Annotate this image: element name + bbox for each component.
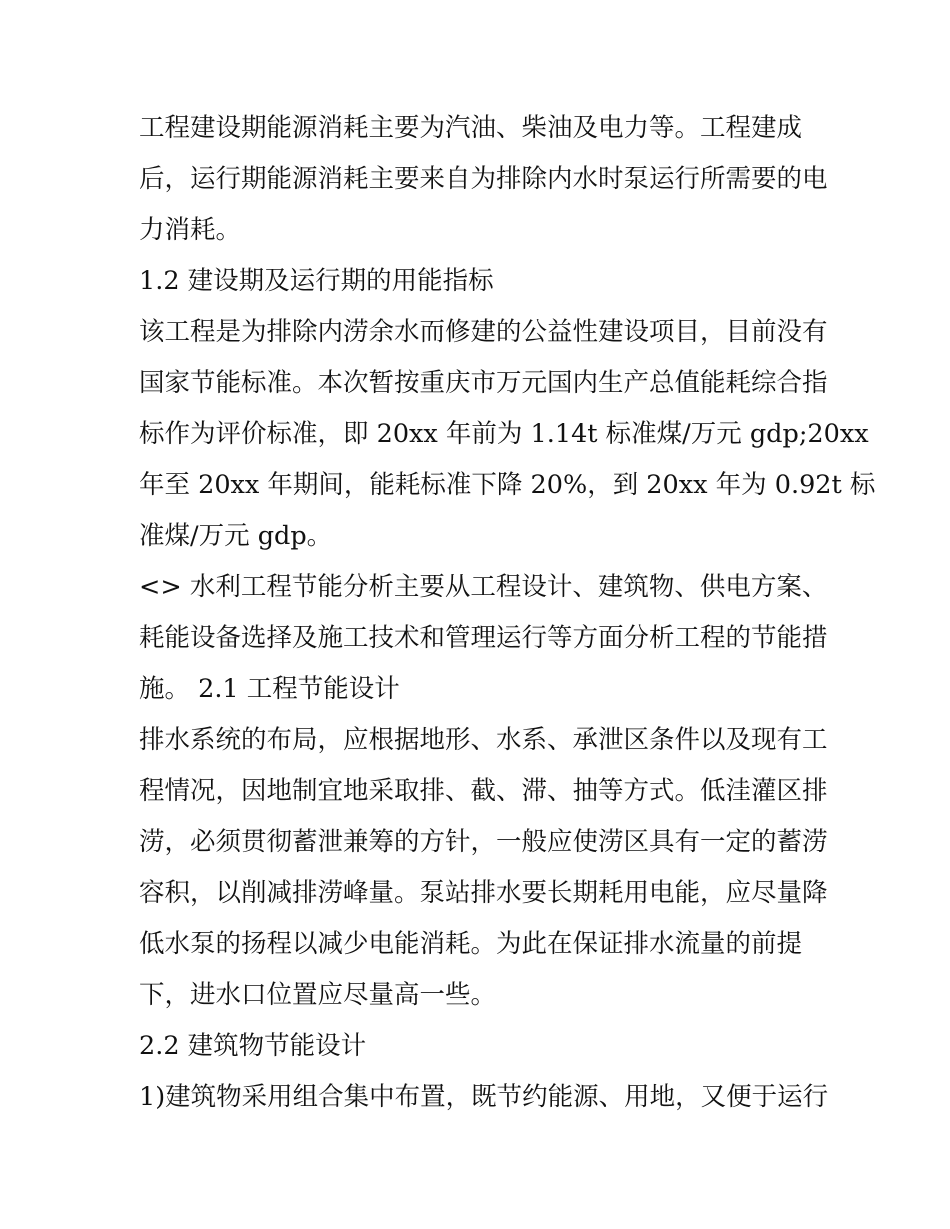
section-heading: 2.2 建筑物节能设计 [139,1031,367,1061]
paragraph-line: 涝，必须贯彻蓄泄兼筹的方针，一般应使涝区具有一定的蓄涝 [139,827,828,857]
paragraph-line: 国家节能标准。本次暂按重庆市万元国内生产总值能耗综合指 [139,368,828,398]
paragraph-line: 标作为评价标准，即 20xx 年前为 1.14t 标准煤/万元 gdp;20xx [139,419,869,449]
paragraph-line: 下，进水口位置应尽量高一些。 [139,980,497,1010]
paragraph-line: 后，运行期能源消耗主要来自为排除内水时泵运行所需要的电 [139,164,828,194]
paragraph-line: 低水泵的扬程以减少电能消耗。为此在保证排水流量的前提 [139,929,803,959]
paragraph-line: 耗能设备选择及施工技术和管理运行等方面分析工程的节能措 [139,623,828,653]
paragraph-line: 该工程是为排除内涝余水而修建的公益性建设项目，目前没有 [139,317,828,347]
paragraph-line: 年至 20xx 年期间，能耗标准下降 20%，到 20xx 年为 0.92t 标 [139,470,876,500]
paragraph-line: 力消耗。 [139,215,242,245]
paragraph-line: 排水系统的布局，应根据地形、水系、承泄区条件以及现有工 [139,725,828,755]
section-heading: 1.2 建设期及运行期的用能指标 [139,266,494,296]
paragraph-line: 1)建筑物采用组合集中布置，既节约能源、用地，又便于运行 [139,1082,829,1112]
paragraph-line: 程情况，因地制宜地采取排、截、滞、抽等方式。低洼灌区排 [139,776,828,806]
paragraph-line: <> 水利工程节能分析主要从工程设计、建筑物、供电方案、 [139,572,828,602]
paragraph-line: 容积，以削减排涝峰量。泵站排水要长期耗用电能，应尽量降 [139,878,828,908]
paragraph-line: 施。 2.1 工程节能设计 [139,674,400,704]
paragraph-line: 工程建设期能源消耗主要为汽油、柴油及电力等。工程建成 [139,113,803,143]
paragraph-line: 准煤/万元 gdp。 [139,521,333,551]
